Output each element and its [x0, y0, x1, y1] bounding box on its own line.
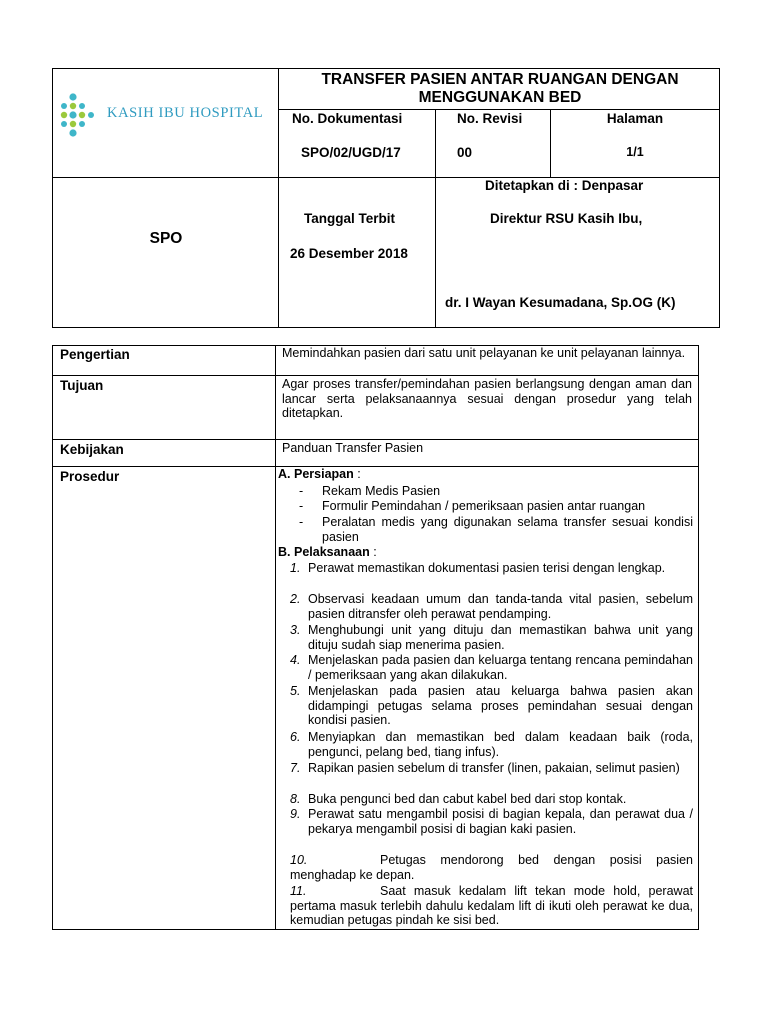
established-at: Ditetapkan di : Denpasar: [485, 178, 644, 193]
director-title: Direktur RSU Kasih Ibu,: [490, 211, 643, 226]
doc-number-label: No. Dokumentasi: [292, 111, 403, 126]
document-title: [279, 69, 721, 109]
spo-label: SPO: [149, 230, 183, 247]
pengertian-label: Pengertian: [60, 347, 130, 362]
tujuan-label: Tujuan: [60, 378, 104, 393]
issued-label: Tanggal Terbit: [304, 211, 395, 226]
divider: [53, 439, 698, 440]
persiapan-suffix: :: [353, 467, 361, 481]
procedure-table: Pengertian Memindahkan pasien dari satu unit pelayanan ke unit pelayanan lainnya. Tujuan Agar proses transfer/pemindahan pasien berlangsung dengan aman dan lancar serta pelaksanaannya sesuai dengan prosedur yang telah ditetapkan. Kebijakan Panduan Transfer Pasien Prosedur A. Persiapan : - Rekam Medis Pasien - Formulir Pemindahan / pemeriksaan pasien antar ruangan - Peralatan medis yang digunakan selama transfer sesuai kondisi pasien B. Pelaksanaan : 1. Perawat memastikan dokumentasi pasien terisi dengan lengkap. 2. Observasi keadaan umum dan tanda-tanda vital pasien, sebelum pasien ditransfer oleh perawat pendamping. 3. Menghubungi unit yang dituju dan memastikan bahwa unit yang dituju sudah siap menerima pasien. 4. Menjelaskan pada pasien dan keluarga tentang rencana pemindahan / pemeriksaan yang akan dilakukan. 5. Menjelaskan pada pasien atau keluarga bahwa pasien akan didampingi petugas selama proses pemindahan sesuai dengan kondisi pasien. 6. Menyiapkan dan memastikan bed dalam keadaan baik (roda, pengunci, pelang bed, tiang infus). 7. Rapikan pasien sebelum di transfer (linen, pakaian, selimut pasien) 8. Buka pengunci bed dan cabut kabel bed dari stop kontak. 9. Perawat satu mengambil posisi di bagian kepala, dan perawat dua / pekarya mengambil posisi di bagian kaki pasien. 10. Petugas mendorong bed dengan posisi pasien menghadap ke depan. 11. Saat masuk kedalam lift tekan mode hold, perawat pertama masuk terlebih dahulu kedalam lift di ikuti oleh perawat ke dua, kemudian petugas pindah ke sisi bed.: [52, 345, 699, 930]
kebijakan-value: Panduan Transfer Pasien: [282, 441, 424, 455]
divider: [435, 109, 436, 327]
logo-text: KASIH IBU HOSPITAL: [107, 105, 264, 121]
page-label: Halaman: [606, 111, 664, 126]
page-value: 1/1: [626, 145, 644, 159]
divider: [53, 375, 698, 376]
hospital-logo: [57, 89, 277, 139]
persiapan-heading: [278, 467, 361, 482]
logo-dots-icon: [57, 91, 101, 139]
tujuan-value: Agar proses transfer/pemindahan pasien berlangsung dengan aman dan lancar serta pelaksanaannya sesuai dengan prosedur yang telah ditetapkan.: [282, 377, 692, 420]
issued-date: 26 Desember 2018: [290, 246, 408, 261]
pelaksanaan-suffix: :: [369, 545, 377, 559]
pengertian-value: Memindahkan pasien dari satu unit pelayanan ke unit pelayanan lainnya.: [282, 346, 686, 360]
revision-label: No. Revisi: [457, 111, 523, 126]
divider: [278, 109, 719, 110]
header-table: [52, 68, 720, 328]
kebijakan-label: Kebijakan: [60, 442, 124, 457]
doc-number-value: SPO/02/UGD/17: [301, 145, 401, 160]
divider: [275, 346, 276, 929]
director-name: dr. I Wayan Kesumadana, Sp.OG (K): [445, 295, 676, 310]
pelaksanaan-title: Pelaksanaan: [293, 545, 370, 559]
prosedur-label: Prosedur: [60, 469, 120, 484]
persiapan-prefix: A.: [278, 467, 291, 481]
pelaksanaan-heading: [278, 545, 377, 560]
revision-value: 00: [457, 145, 473, 160]
divider: [53, 466, 698, 467]
persiapan-title: Persiapan: [293, 467, 354, 481]
pelaksanaan-prefix: B.: [278, 545, 291, 559]
title-line-1: TRANSFER PASIEN ANTAR RUANGAN DENGAN: [321, 71, 679, 88]
title-line-2: MENGGUNAKAN BED: [418, 89, 582, 106]
